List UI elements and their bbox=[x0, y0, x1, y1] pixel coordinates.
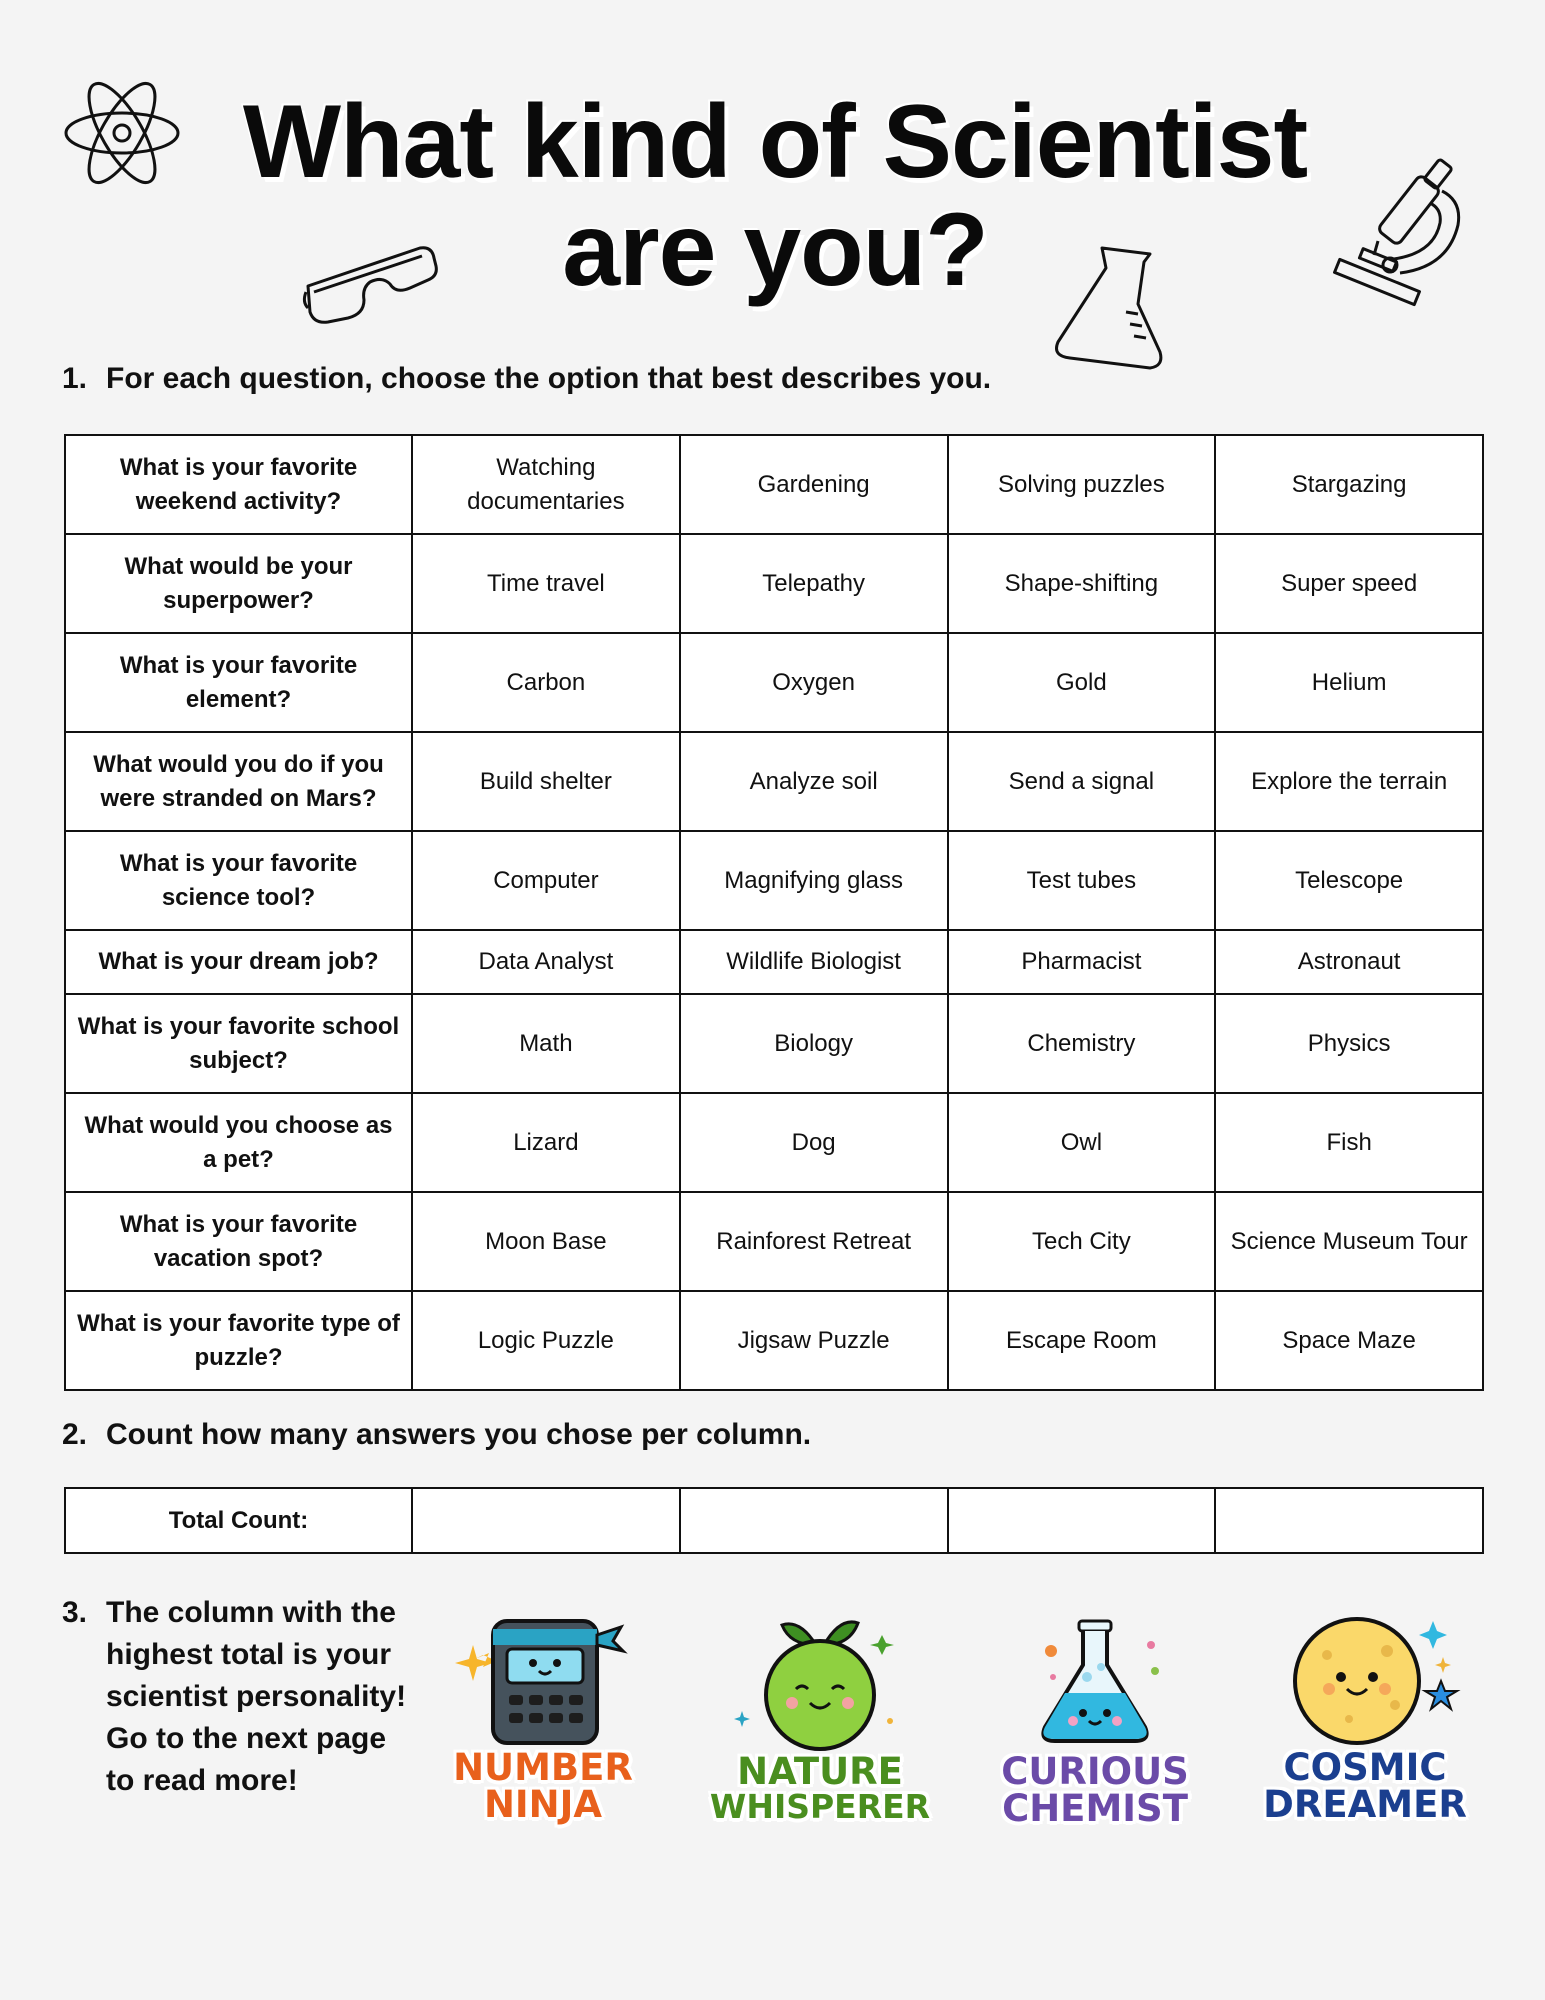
answer-option-col-4[interactable]: Astronaut bbox=[1215, 930, 1483, 994]
answer-option-col-2[interactable]: Dog bbox=[680, 1093, 948, 1192]
answer-option-col-4[interactable]: Science Museum Tour bbox=[1215, 1192, 1483, 1291]
badge-nature-whisperer bbox=[700, 1615, 940, 1835]
step-1-text: For each question, choose the option that best describes you. bbox=[106, 362, 992, 395]
calculator-icon bbox=[453, 1615, 633, 1745]
question-cell: What would you do if you were stranded on Mars? bbox=[65, 732, 412, 831]
answer-option-col-4[interactable]: Physics bbox=[1215, 994, 1483, 1093]
badge-curious-chemist-line-1: CURIOUS bbox=[1001, 1750, 1189, 1793]
total-count-cell[interactable] bbox=[948, 1488, 1216, 1553]
answer-option-col-3[interactable]: Owl bbox=[948, 1093, 1216, 1192]
quiz-row bbox=[65, 732, 1483, 831]
quiz-row bbox=[65, 534, 1483, 633]
question-cell: What is your favorite vacation spot? bbox=[65, 1192, 412, 1291]
answer-option-col-1[interactable]: Build shelter bbox=[412, 732, 680, 831]
badge-nature-whisperer-line-2: WHISPERER bbox=[709, 1787, 931, 1826]
answer-option-col-2[interactable]: Analyze soil bbox=[680, 732, 948, 831]
step-3-number: 3. bbox=[62, 1596, 88, 1629]
step-2-instruction bbox=[62, 1418, 811, 1452]
quiz-row bbox=[65, 994, 1483, 1093]
total-count-cell[interactable] bbox=[1215, 1488, 1483, 1553]
quiz-row bbox=[65, 930, 1483, 994]
answer-option-col-3[interactable]: Solving puzzles bbox=[948, 435, 1216, 534]
answer-option-col-1[interactable]: Watching documentaries bbox=[412, 435, 680, 534]
answer-option-col-2[interactable]: Magnifying glass bbox=[680, 831, 948, 930]
answer-option-col-2[interactable]: Wildlife Biologist bbox=[680, 930, 948, 994]
title-line-2: are you? bbox=[562, 192, 988, 308]
answer-option-col-4[interactable]: Telescope bbox=[1215, 831, 1483, 930]
answer-option-col-2[interactable]: Oxygen bbox=[680, 633, 948, 732]
total-count-cell[interactable] bbox=[412, 1488, 680, 1553]
quiz-row bbox=[65, 633, 1483, 732]
apple-icon bbox=[730, 1615, 910, 1751]
answer-option-col-3[interactable]: Gold bbox=[948, 633, 1216, 732]
answer-option-col-2[interactable]: Jigsaw Puzzle bbox=[680, 1291, 948, 1390]
quiz-row bbox=[65, 1093, 1483, 1192]
step-1-instruction bbox=[62, 362, 991, 396]
badge-cosmic-dreamer bbox=[1245, 1615, 1485, 1835]
question-cell: What would be your superpower? bbox=[65, 534, 412, 633]
step-2-number: 2. bbox=[62, 1418, 88, 1451]
question-cell: What is your dream job? bbox=[65, 930, 412, 994]
total-count-table bbox=[64, 1487, 1484, 1554]
badge-nature-whisperer-line-1: NATURE bbox=[737, 1750, 903, 1793]
page-title bbox=[200, 84, 1350, 308]
quiz-table bbox=[64, 434, 1484, 1391]
question-cell: What is your favorite science tool? bbox=[65, 831, 412, 930]
answer-option-col-2[interactable]: Biology bbox=[680, 994, 948, 1093]
answer-option-col-3[interactable]: Pharmacist bbox=[948, 930, 1216, 994]
step-1-number: 1. bbox=[62, 362, 88, 395]
badge-number-ninja bbox=[423, 1615, 663, 1835]
answer-option-col-3[interactable]: Escape Room bbox=[948, 1291, 1216, 1390]
step-2-text: Count how many answers you chose per column. bbox=[106, 1418, 812, 1451]
answer-option-col-1[interactable]: Computer bbox=[412, 831, 680, 930]
answer-option-col-2[interactable]: Gardening bbox=[680, 435, 948, 534]
quiz-row bbox=[65, 1291, 1483, 1390]
answer-option-col-4[interactable]: Fish bbox=[1215, 1093, 1483, 1192]
total-count-row bbox=[65, 1488, 1483, 1553]
answer-option-col-2[interactable]: Telepathy bbox=[680, 534, 948, 633]
question-cell: What is your favorite school subject? bbox=[65, 994, 412, 1093]
step-3-text: The column with the highest total is your scientist personality! Go to the next page to read more! bbox=[106, 1596, 407, 1797]
total-count-cell[interactable] bbox=[680, 1488, 948, 1553]
question-cell: What is your favorite type of puzzle? bbox=[65, 1291, 412, 1390]
flask-icon bbox=[1005, 1615, 1185, 1751]
badge-cosmic-dreamer-line-1: COSMIC bbox=[1283, 1746, 1447, 1789]
step-3-instruction bbox=[62, 1592, 422, 1802]
quiz-row bbox=[65, 435, 1483, 534]
answer-option-col-1[interactable]: Logic Puzzle bbox=[412, 1291, 680, 1390]
answer-option-col-3[interactable]: Shape-shifting bbox=[948, 534, 1216, 633]
moon-icon bbox=[1265, 1615, 1465, 1751]
badge-curious-chemist-line-2: CHEMIST bbox=[1002, 1787, 1188, 1830]
answer-option-col-1[interactable]: Data Analyst bbox=[412, 930, 680, 994]
badge-number-ninja-line-1: NUMBER bbox=[453, 1746, 633, 1789]
answer-option-col-1[interactable]: Math bbox=[412, 994, 680, 1093]
answer-option-col-4[interactable]: Super speed bbox=[1215, 534, 1483, 633]
question-cell: What is your favorite weekend activity? bbox=[65, 435, 412, 534]
answer-option-col-4[interactable]: Stargazing bbox=[1215, 435, 1483, 534]
question-cell: What would you choose as a pet? bbox=[65, 1093, 412, 1192]
answer-option-col-4[interactable]: Helium bbox=[1215, 633, 1483, 732]
answer-option-col-2[interactable]: Rainforest Retreat bbox=[680, 1192, 948, 1291]
badge-curious-chemist bbox=[975, 1615, 1215, 1835]
answer-option-col-4[interactable]: Explore the terrain bbox=[1215, 732, 1483, 831]
quiz-row bbox=[65, 1192, 1483, 1291]
answer-option-col-1[interactable]: Lizard bbox=[412, 1093, 680, 1192]
badge-number-ninja-line-2: NINJA bbox=[483, 1783, 603, 1826]
badge-cosmic-dreamer-line-2: DREAMER bbox=[1263, 1783, 1467, 1826]
answer-option-col-1[interactable]: Time travel bbox=[412, 534, 680, 633]
microscope-icon bbox=[1330, 155, 1480, 325]
quiz-row bbox=[65, 831, 1483, 930]
answer-option-col-1[interactable]: Carbon bbox=[412, 633, 680, 732]
answer-option-col-3[interactable]: Test tubes bbox=[948, 831, 1216, 930]
atom-icon bbox=[62, 68, 182, 198]
answer-option-col-3[interactable]: Tech City bbox=[948, 1192, 1216, 1291]
total-count-label: Total Count: bbox=[65, 1488, 412, 1553]
answer-option-col-3[interactable]: Send a signal bbox=[948, 732, 1216, 831]
question-cell: What is your favorite element? bbox=[65, 633, 412, 732]
title-line-1: What kind of Scientist bbox=[242, 84, 1308, 200]
answer-option-col-3[interactable]: Chemistry bbox=[948, 994, 1216, 1093]
answer-option-col-1[interactable]: Moon Base bbox=[412, 1192, 680, 1291]
answer-option-col-4[interactable]: Space Maze bbox=[1215, 1291, 1483, 1390]
